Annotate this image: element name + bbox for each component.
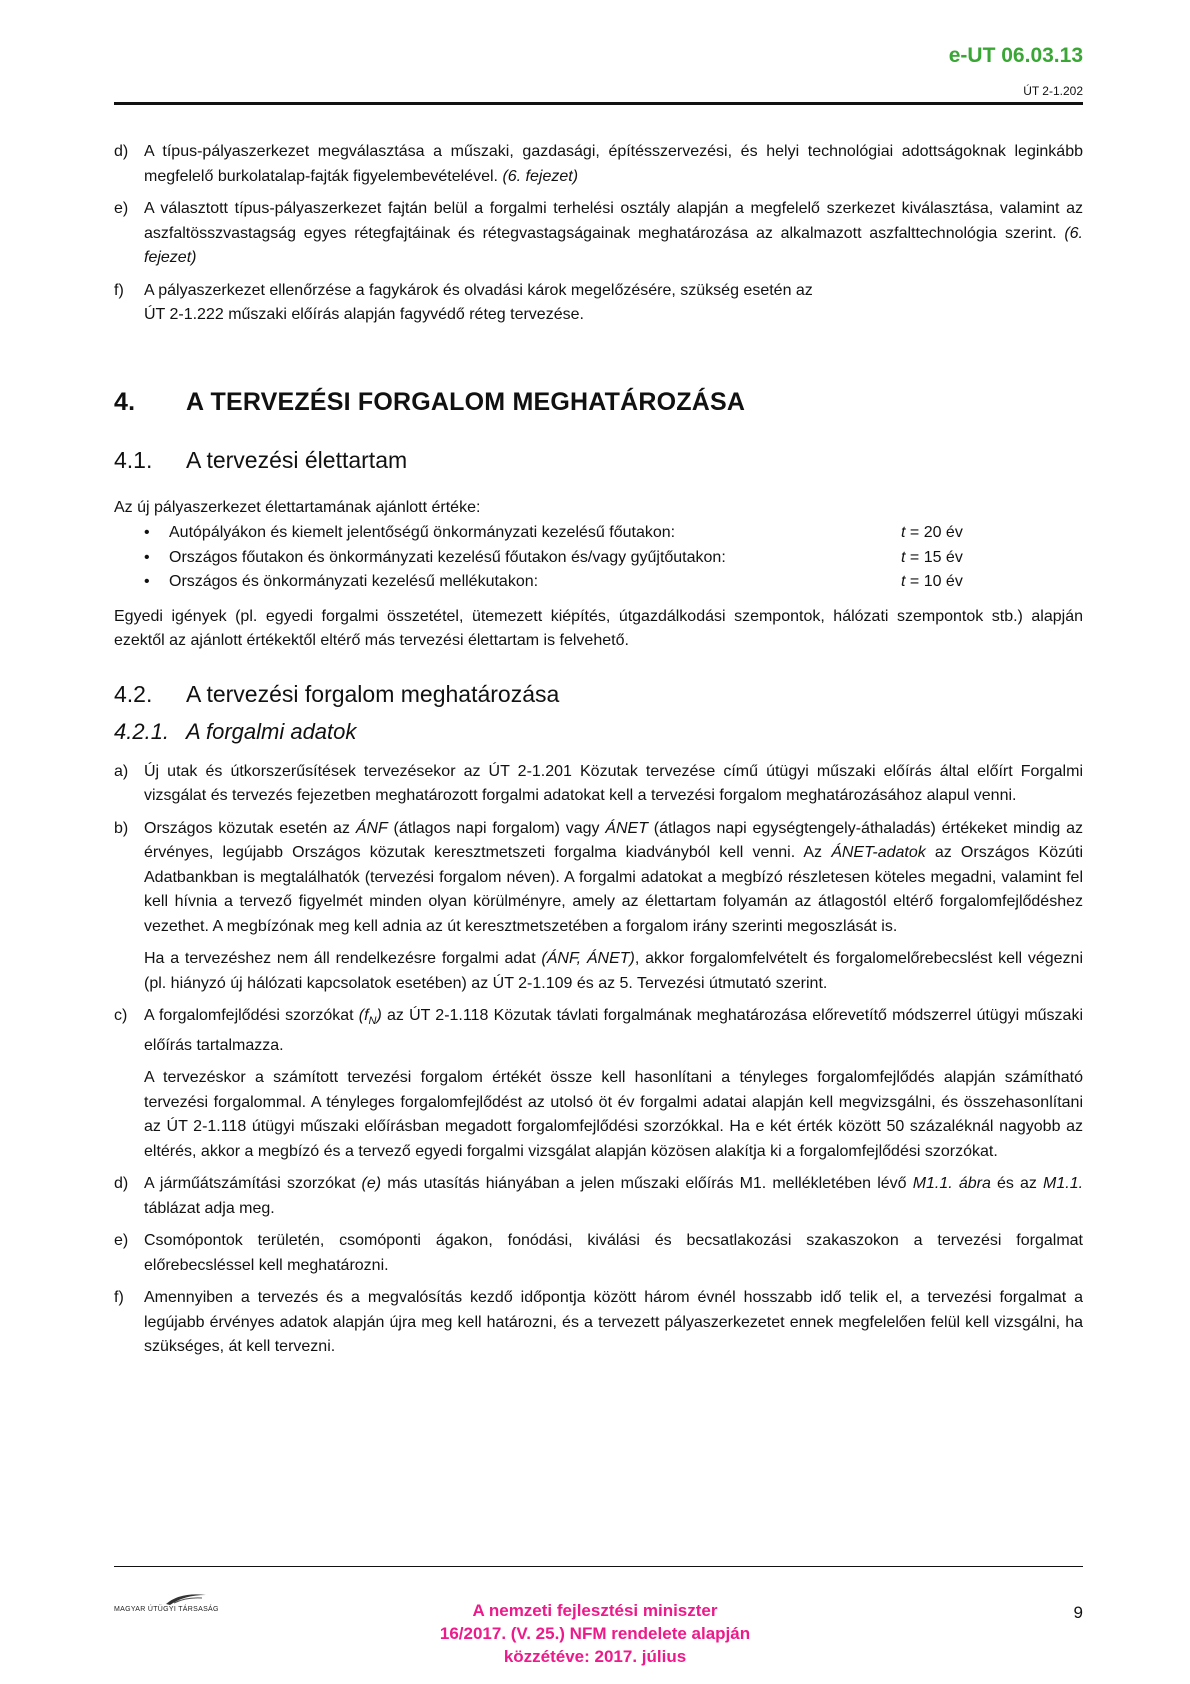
- item-text: Új utak és útkorszerűsítések tervezésekor az ÚT 2-1.201 Közutak tervezése című útügyi műszaki előírás által előírt Forgalmi vizsgálat és tervezés fejezetben meghatározott forgalmi adatokat kell a tervezési forgalom meghatározásához alapul venni.: [144, 762, 1083, 804]
- bullet-icon: •: [144, 524, 150, 541]
- publication-line: közzétéve: 2017. július: [503, 1647, 687, 1666]
- item-label: e): [114, 1232, 129, 1250]
- section-heading-4-2: [114, 682, 1083, 712]
- section-number: 4.: [114, 387, 136, 416]
- section-number: 4.2.: [114, 680, 153, 707]
- lifetime-note: Egyedi igények (pl. egyedi forgalmi összetétel, ütemezett kiépítés, útgazdálkodási szempontok, hálózati szempontok stb.) alapján ezektől az ajánlott értékektől eltérő más tervezési élettartam is felvehető.: [114, 607, 1083, 649]
- section-heading-4: [114, 387, 1083, 422]
- list-item: [114, 570, 1083, 595]
- lifetime-value: t = 20 év: [901, 524, 963, 541]
- item-text: A típus-pályaszerkezet megválasztása a műszaki, gazdasági, építésszervezési, és helyi technológiai adottságoknak leginkább megfelelő burkolatalap-fajták figyelembevételével.: [144, 143, 1083, 185]
- road-category: Országos és önkormányzati kezelésű mellékutakon:: [169, 573, 539, 590]
- item-paragraph: Országos közutak esetén az ÁNF (átlagos napi forgalom) vagy ÁNET (átlagos napi egységtengely-áthaladás) értékeket mindig az érvényes, legújabb Országos közutak keresztmetszeti forgalma kiadványból kell venni. Az ÁNET-adatok az Országos Közúti Adatbankban is megtalálhatók (tervezési forgalom néven). A forgalmi adatokat a megbízó részletesen köteles megadni, valamint fel kell hívnia a tervező figyelmét minden olyan körülményre, amely az élettartam folyamán az átlagostól eltérő forgalomfejlődéshez vezethet. A megbízónak meg kell adnia az út keresztmetszetében a forgalom irány szerinti megoszlását is.: [144, 819, 1084, 935]
- publication-line: 16/2017. (V. 25.) NFM rendelete alapján: [439, 1624, 751, 1643]
- list-item-f2: [114, 1286, 1083, 1360]
- publication-note: [0, 1599, 1190, 1668]
- logo-text: MAGYAR ÚTÜGYI TÁRSASÁG: [114, 1606, 219, 1613]
- section-heading-4-1: [114, 448, 1083, 478]
- list-item: [114, 521, 1083, 546]
- road-category: Autópályákon és kiemelt jelentőségű önkormányzati kezelésű főutakon:: [169, 524, 676, 541]
- page-number: 9: [1073, 1603, 1083, 1622]
- list-item-d2: [114, 1172, 1083, 1221]
- item-label: d): [114, 143, 129, 160]
- lifetime-list: [114, 521, 1083, 595]
- item-paragraph: Ha a tervezéshez nem áll rendelkezésre forgalmi adat (ÁNF, ÁNET), akkor forgalomfelvételt és forgalomelőrebecslést kell végezni (pl. hiányzó új hálózati kapcsolatok esetében) az ÚT 2-1.109 és az 5. Tervezési útmutató szerint.: [144, 950, 1084, 992]
- item-label: f): [114, 1289, 124, 1307]
- list-item: [114, 546, 1083, 571]
- list-item-e: [114, 197, 1083, 271]
- section-title: A tervezési forgalom meghatározása: [186, 680, 560, 707]
- item-text: A választott típus-pályaszerkezet fajtán belül a forgalmi terhelési osztály alapján a megfelelő szerkezet kiválasztása, valamint az aszfaltösszvastagság egyes rétegfajtáinak és rétegvastagságainak meghatározása az alkalmazott aszfalttechnológia szerint.: [144, 200, 1083, 242]
- chapter-reference: (6. fejezet): [502, 167, 579, 185]
- bullet-icon: •: [144, 573, 150, 590]
- list-item-e2: [114, 1229, 1083, 1278]
- item-label: b): [114, 819, 129, 837]
- item-label: d): [114, 1175, 129, 1193]
- lifetime-value: t = 15 év: [901, 548, 963, 566]
- list-item-a: [114, 760, 1083, 809]
- section-title: A tervezési élettartam: [186, 446, 408, 473]
- item-text-line: A pályaszerkezet ellenőrzése a fagykárok és olvadási károk megelőzésére, szükség esetén az: [144, 281, 813, 299]
- lifetime-value: t = 10 év: [901, 573, 963, 590]
- footer-divider: [114, 1566, 1083, 1567]
- list-item-d: [114, 140, 1083, 189]
- section-title: A TERVEZÉSI FORGALOM MEGHATÁROZÁSA: [186, 387, 746, 416]
- list-item-f: [114, 279, 1083, 328]
- item-text: Amennyiben a tervezés és a megvalósítás kezdő időpontja között három évnél hosszabb idő telik el, a tervezési forgalmat a legújabb érvényes adatok alapján újra meg kell határozni, és a tervezett pályaszerkezetet ennek megfelelően felül kell vizsgálni, ha szükséges, át kell tervezni.: [144, 1289, 1083, 1356]
- section-heading-4-2-1: [114, 720, 1083, 750]
- item-label: f): [114, 281, 124, 299]
- lifetime-intro: Az új pályaszerkezet élettartamának ajánlott értéke:: [114, 498, 481, 516]
- item-label: e): [114, 200, 129, 217]
- list-item-b: [114, 817, 1083, 997]
- chapter-reference: (6. fejezet): [144, 224, 1083, 266]
- item-label: c): [114, 1007, 128, 1024]
- item-text: Csomópontok területén, csomóponti ágakon, fonódási, kiválási és becsatlakozási szakaszokon a tervezési forgalmat előrebecsléssel kell meghatározni.: [144, 1232, 1083, 1274]
- bullet-icon: •: [144, 548, 150, 566]
- section-number: 4.2.1.: [114, 718, 170, 744]
- section-number: 4.1.: [114, 446, 153, 473]
- page-content: [114, 140, 1083, 1360]
- item-paragraph: A járműátszámítási szorzókat (e) más utasítás hiányában a jelen műszaki előírás M1. mellékletében lévő M1.1. ábra és az M1.1. táblázat adja meg.: [144, 1175, 1084, 1217]
- road-category: Országos főutakon és önkormányzati kezelésű főutakon és/vagy gyűjtőutakon:: [169, 548, 726, 566]
- regulation-number: ÚT 2-1.202: [1023, 84, 1083, 98]
- list-item-c: [114, 1004, 1083, 1164]
- item-label: a): [114, 762, 129, 780]
- section-title: A forgalmi adatok: [186, 718, 357, 744]
- header-divider: [114, 102, 1083, 105]
- item-text-line: ÚT 2-1.222 műszaki előírás alapján fagyvédő réteg tervezése.: [144, 306, 584, 323]
- publication-line: A nemzeti fejlesztési miniszter: [472, 1601, 718, 1620]
- document-code: e-UT 06.03.13: [948, 44, 1083, 67]
- item-paragraph: A forgalomfejlődési szorzókat $(f_N)$ az ÚT 2-1.118 Közutak távlati forgalmának meghatározása előrevetítő módszerrel útügyi műszaki előírás tartalmazza.: [144, 1007, 1084, 1054]
- item-paragraph: A tervezéskor a számított tervezési forgalom értékét össze kell hasonlítani a tényleges forgalomfejlődés alapján számítható tervezési forgalommal. A tényleges forgalomfejlődést az utolsó öt év forgalmi adatai alapján kell megvizsgálni, és összehasonlítani az ÚT 2-1.118 útügyi műszaki előírásban megadott forgalomfejlődési szorzókkal. Ha e két érték között 50 százaléknál nagyobb az eltérés, akkor a megbízó és a tervező egyedi forgalmi vizsgálat alapján közösen alakítja ki a forgalomfejlődési szorzókat.: [144, 1069, 1083, 1160]
